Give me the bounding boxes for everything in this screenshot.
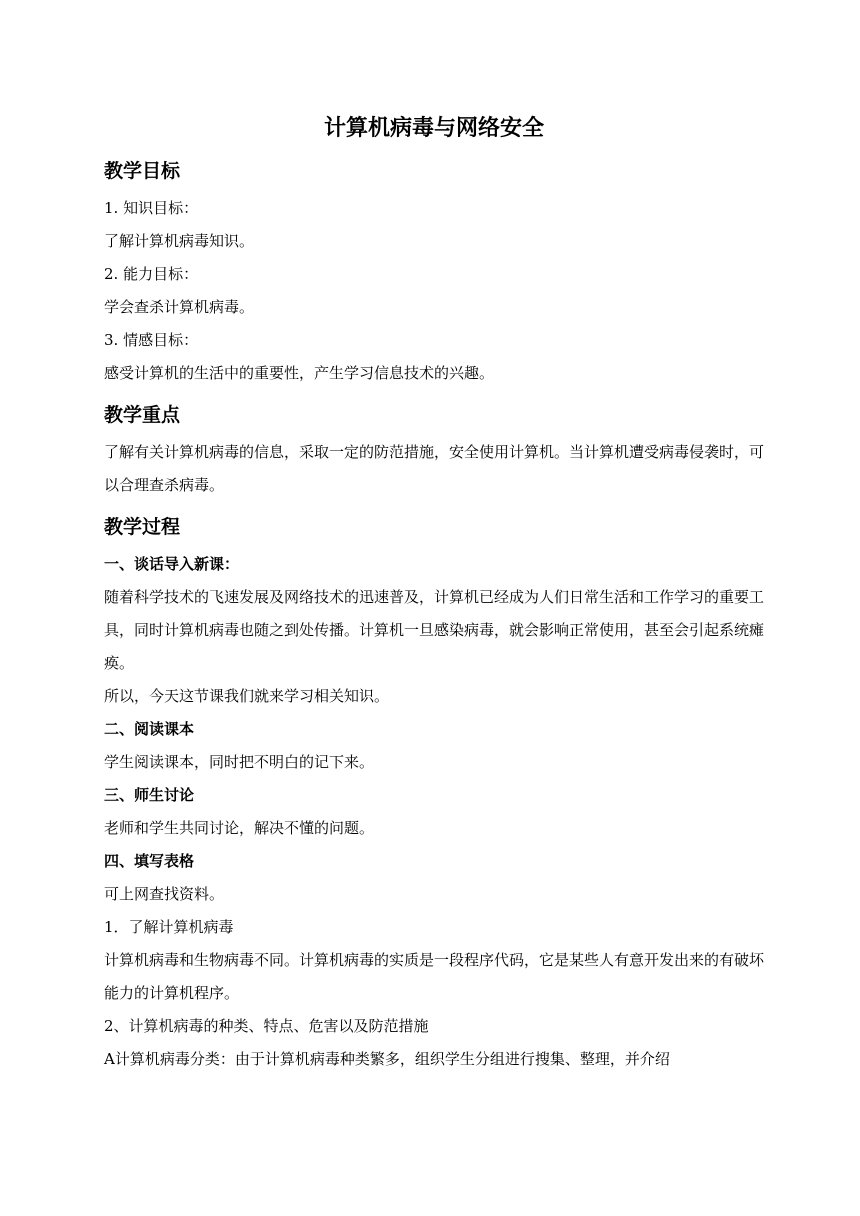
paragraph: 所以，今天这节课我们就来学习相关知识。 xyxy=(104,687,390,705)
paragraph: 学生阅读课本，同时把不明白的记下来。 xyxy=(104,753,375,771)
objective-line: 学会查杀计算机病毒。 xyxy=(104,298,255,316)
objective-line: 1. 知识目标： xyxy=(104,199,199,217)
step-heading: 二、阅读课本 xyxy=(104,720,195,738)
paragraph: 2、计算机病毒的种类、特点、危害以及防范措施 xyxy=(104,1017,429,1035)
paragraph: 老师和学生共同讨论，解决不懂的问题。 xyxy=(104,819,375,837)
objective-line: 3. 情感目标： xyxy=(104,331,199,349)
paragraph: 1．了解计算机病毒 xyxy=(104,918,234,936)
heading-process: 教学过程 xyxy=(104,516,181,538)
paragraph: 计算机病毒和生物病毒不同。计算机病毒的实质是一段程序代码，它是某些人有意开发出来的有破坏能力的计算机程序。 xyxy=(104,951,765,1002)
heading-key-points: 教学重点 xyxy=(104,404,181,426)
key-points-text: 了解有关计算机病毒的信息，采取一定的防范措施，安全使用计算机。当计算机遭受病毒侵袭时，可以合理查杀病毒。 xyxy=(104,443,765,494)
document-title: 计算机病毒与网络安全 xyxy=(323,116,544,141)
objective-line: 感受计算机的生活中的重要性，产生学习信息技术的兴趣。 xyxy=(104,364,495,382)
objective-line: 了解计算机病毒知识。 xyxy=(104,232,255,250)
paragraph: 可上网查找资料。 xyxy=(104,885,225,903)
step-heading: 四、填写表格 xyxy=(104,852,195,870)
paragraph: 随着科学技术的飞速发展及网络技术的迅速普及，计算机已经成为人们日常生活和工作学习的重要工具，同时计算机病毒也随之到处传播。计算机一旦感染病毒，就会影响正常使用，甚至会引起系统瘫痪。 xyxy=(104,588,765,672)
document-content xyxy=(104,112,764,1076)
step-heading: 三、师生讨论 xyxy=(104,786,195,804)
paragraph: A计算机病毒分类：由于计算机病毒种类繁多，组织学生分组进行搜集、整理，并介绍 xyxy=(104,1050,670,1068)
objective-line: 2. 能力目标： xyxy=(104,265,199,283)
step-heading: 一、谈话导入新课： xyxy=(104,555,240,573)
heading-objectives: 教学目标 xyxy=(104,160,181,182)
